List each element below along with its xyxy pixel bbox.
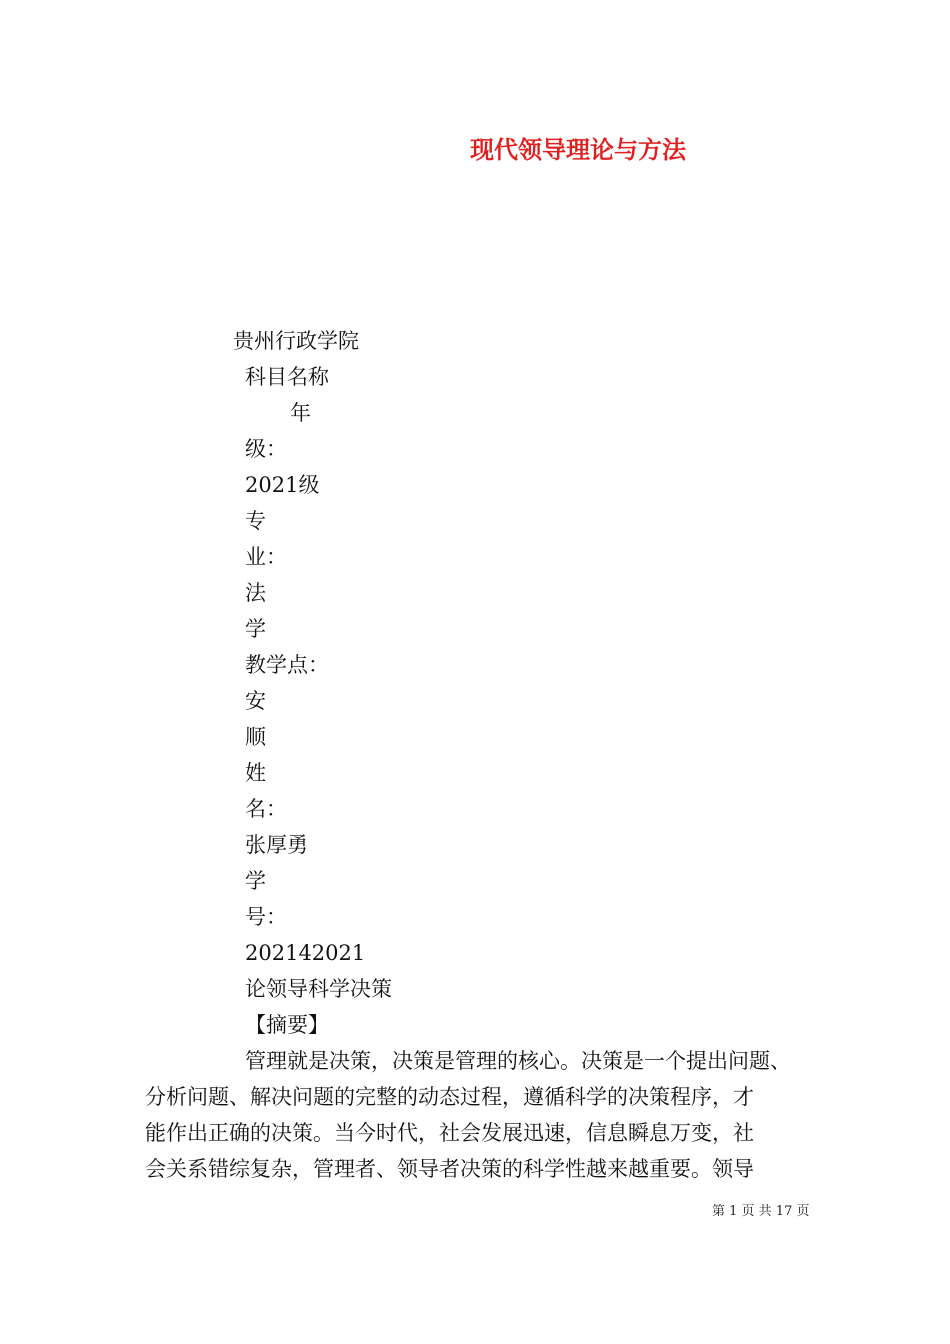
abstract-paragraph: [145, 1043, 825, 1187]
abstract-heading: 【摘要】: [245, 1013, 329, 1037]
teaching-point-label: 教学点：: [245, 653, 329, 677]
year-label-part2: 级：: [245, 437, 287, 461]
abstract-line: 会关系错综复杂，管理者、领导者决策的科学性越来越重要。领导: [145, 1157, 754, 1181]
abstract-line: 能作出正确的决策。当今时代，社会发展迅速，信息瞬息万变，社: [145, 1121, 754, 1145]
name-label-part1: 姓: [245, 761, 266, 785]
student-id-label-part2: 号：: [245, 905, 287, 929]
name-value: 张厚勇: [245, 833, 308, 857]
name-label-part2: 名：: [245, 797, 287, 821]
abstract-line: 分析问题、解决问题的完整的动态过程，遵循科学的决策程序，才: [145, 1085, 754, 1109]
school-name: 贵州行政学院: [233, 329, 359, 353]
student-id-label-part1: 学: [245, 869, 266, 893]
teaching-point-value-part1: 安: [245, 689, 266, 713]
year-label-part1: 年: [290, 401, 311, 425]
major-label-part1: 专: [245, 509, 266, 533]
year-value: 2021级: [245, 473, 320, 497]
teaching-point-value-part2: 顺: [245, 725, 266, 749]
document-title: 现代领导理论与方法: [470, 135, 686, 164]
paper-title: 论领导科学决策: [245, 977, 392, 1001]
major-label-part2: 业：: [245, 545, 287, 569]
subject-label: 科目名称: [245, 365, 329, 389]
student-id-value: 202142021: [245, 941, 366, 965]
page-footer: 第 1 页 共 17 页: [712, 1204, 810, 1219]
abstract-line: 管理就是决策，决策是管理的核心。决策是一个提出问题、: [245, 1049, 791, 1073]
major-value-part1: 法: [245, 581, 266, 605]
major-value-part2: 学: [245, 617, 266, 641]
